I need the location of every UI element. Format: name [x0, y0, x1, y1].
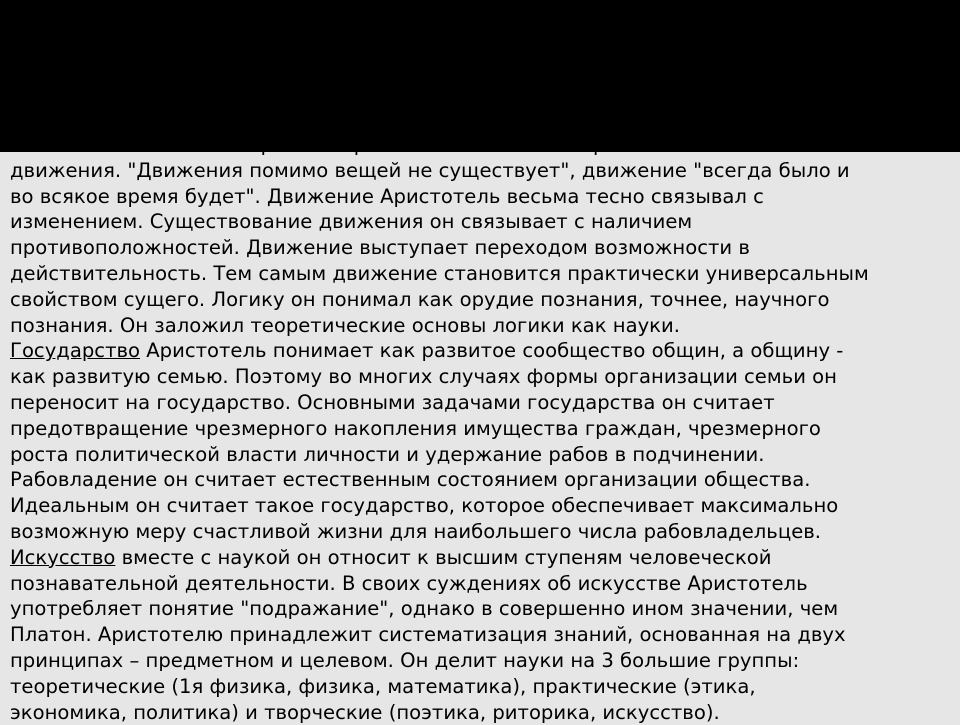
text-line: Рабовладение он считает естественным состоянием организации общества. [10, 468, 811, 492]
text-line: изменением. Существование движения он связывает с наличием [10, 210, 693, 234]
text-line: познавательной деятельности. В своих суждениях об искусстве Аристотель [10, 571, 808, 595]
slide-header-bar [0, 0, 960, 152]
text-line: свойством сущего. Логику он понимал как орудие познания, точнее, научного [10, 287, 830, 311]
text-line: предотвращение чрезмерного накопления имущества граждан, чрезмерного [10, 416, 821, 440]
art-term: Искусство [10, 545, 116, 569]
text-line: возможную меру счастливой жизни для наибольшего числа рабовладельцев. [10, 519, 822, 543]
text-line: познания. Он заложил теоретические основы логики как науки. [10, 313, 680, 337]
slide-text [10, 132, 950, 725]
text-line: роста политической власти личности и удержание рабов в подчинении. [10, 442, 765, 466]
text-line: движения. "Движения помимо вещей не существует", движение "всегда было и [10, 158, 850, 182]
art-paragraph-start [10, 545, 950, 571]
text-line: принципах – предметном и целевом. Он делит науки на 3 большие группы: [10, 648, 800, 672]
text-line: употребляет понятие "подражание", однако в совершенно ином значении, чем [10, 597, 839, 621]
text-line: Платон. Аристотелю принадлежит систематизация знаний, основанная на двух [10, 623, 846, 647]
text-line: как развитую семью. Поэтому во многих случаях формы организации семьи он [10, 365, 837, 389]
text-line: теоретические (1я физика, физика, математика), практические (этика, [10, 674, 756, 698]
text-line: противоположностей. Движение выступает переходом возможности в [10, 236, 750, 260]
text-line: действительность. Тем самым движение становится практически универсальным [10, 261, 869, 285]
text-line: экономика, политика) и творческие (поэтика, риторика, искусство). [10, 700, 720, 724]
text-line: Идеальным он считает такое государство, которое обеспечивает максимально [10, 494, 839, 518]
state-paragraph-start [10, 338, 950, 364]
text-line: переносит на государство. Основными задачами государства он считает [10, 390, 775, 414]
text-line: во всякое время будет". Движение Аристотель весьма тесно связывал с [10, 184, 764, 208]
text-fragment: Аристотель понимает как развитое сообщество общин, а общину - [140, 339, 844, 363]
state-term: Государство [10, 339, 141, 363]
text-fragment: вместе с наукой он относит к высшим ступеням человеческой [115, 545, 772, 569]
